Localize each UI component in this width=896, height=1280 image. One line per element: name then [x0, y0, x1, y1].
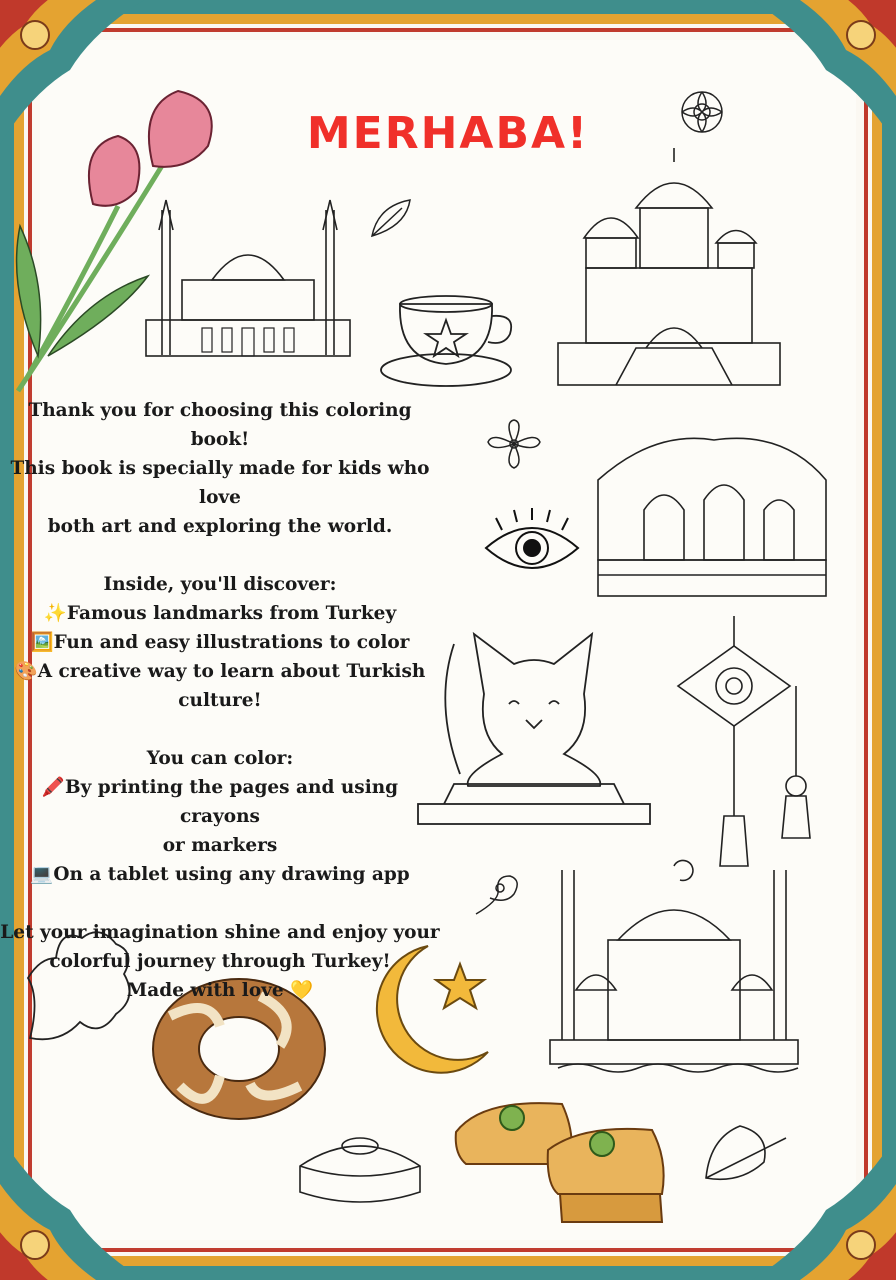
hanging-lantern-illustration — [654, 616, 814, 870]
palette-icon: 🎨 — [14, 661, 38, 682]
closing-line: colorful journey through Turkey! — [49, 951, 391, 972]
mandala-flower-doodle — [678, 88, 726, 136]
crayon-icon: 🖍️ — [41, 777, 65, 798]
ottoman-palace-illustration — [556, 148, 782, 388]
turkish-delight-illustration — [294, 1126, 426, 1210]
signature: Made with love 💛 — [126, 980, 314, 1001]
heart-icon: 💛 — [290, 980, 314, 1001]
color-way-item: 💻On a tablet using any drawing app — [30, 864, 410, 885]
color-way-item: or markers — [162, 835, 278, 856]
intro-message — [0, 396, 440, 1005]
baklava-illustration — [452, 1094, 680, 1228]
picture-icon: 🖼️ — [30, 632, 54, 653]
intro-line: both art and exploring the world. — [47, 516, 393, 537]
laptop-icon: 💻 — [30, 864, 54, 885]
cappadocia-cave-illustration — [594, 430, 830, 600]
inside-item: 🎨A creative way to learn about Turkish — [14, 661, 426, 682]
flower-doodle — [484, 418, 544, 470]
turkish-tea-cup-illustration — [378, 290, 518, 390]
inside-item: ✨Famous landmarks from Turkey — [43, 603, 397, 624]
color-ways-heading: You can color: — [146, 748, 294, 769]
swirl-flower-doodle — [470, 870, 524, 918]
inside-item: 🖼️Fun and easy illustrations to color — [30, 632, 410, 653]
cat-on-pedestal-illustration — [414, 624, 654, 828]
intro-line: Thank you for choosing this coloring book! — [28, 400, 412, 450]
oak-leaf-doodle — [700, 1118, 790, 1186]
intro-line: This book is specially made for kids who love — [10, 458, 430, 508]
sparkles-icon: ✨ — [43, 603, 67, 624]
color-way-item: 🖍️By printing the pages and using crayons — [41, 777, 399, 827]
page-title: MERHABA! — [306, 108, 590, 159]
blue-mosque-illustration — [142, 200, 354, 360]
corner-ornament-bottom-left — [0, 1100, 180, 1280]
closing-line: Let your imagination shine and enjoy your — [0, 922, 440, 943]
inside-heading: Inside, you'll discover: — [103, 574, 337, 595]
inside-item: culture! — [178, 690, 262, 711]
evil-eye-icon — [482, 508, 582, 580]
leaf-doodle — [368, 196, 414, 242]
suleymaniye-mosque-illustration — [548, 840, 800, 1066]
